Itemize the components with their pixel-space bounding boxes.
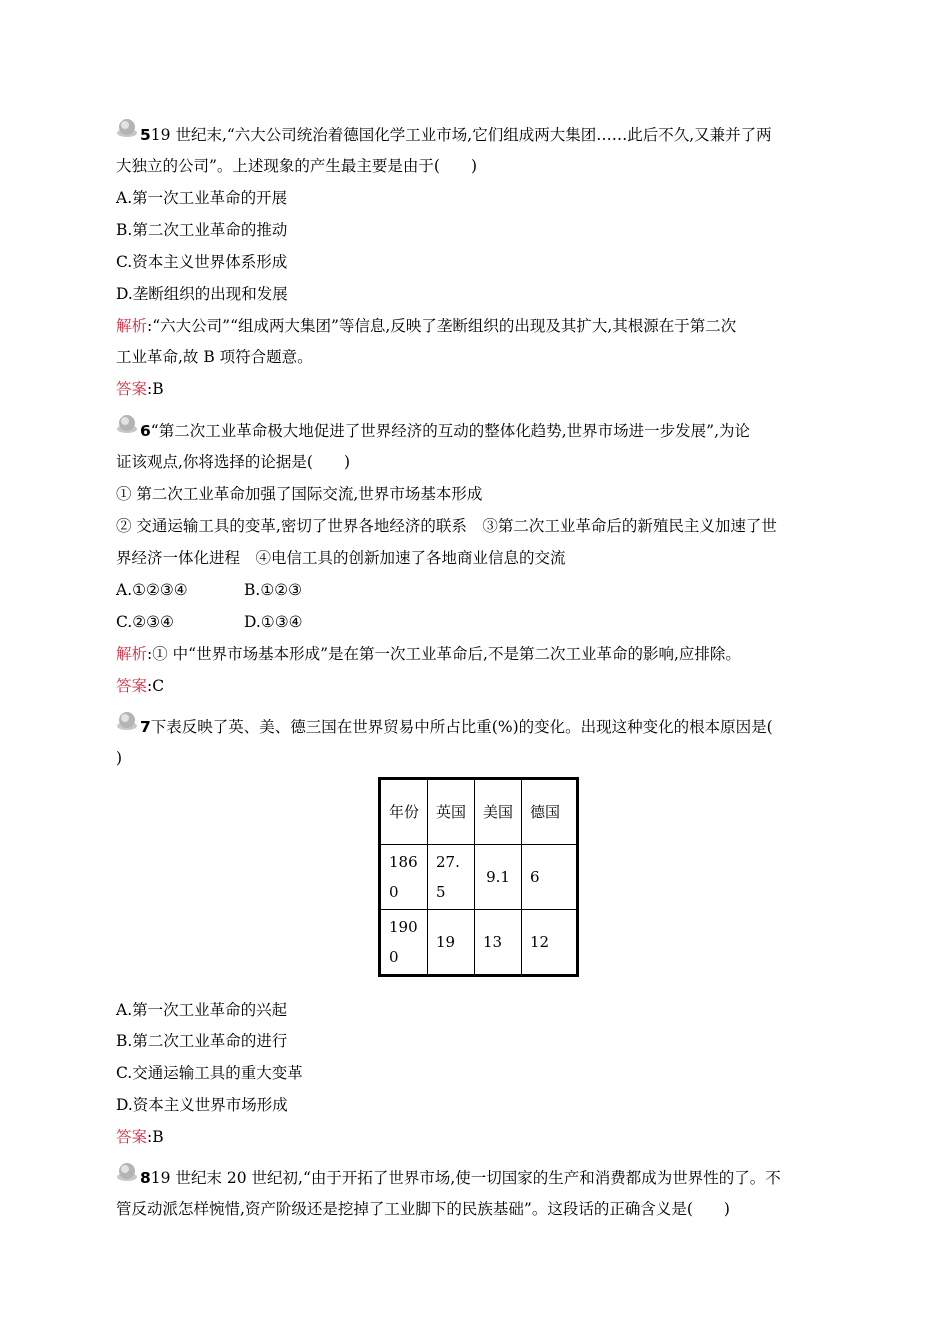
question-stem-line: 管反动派怎样惋惜,资产阶级还是挖掉了工业脚下的民族基础”。这段话的正确含义是( )	[116, 1200, 730, 1218]
question-bullet-icon	[116, 117, 138, 139]
question-stem-line: 519 世纪末,“六大公司统治着德国化学工业市场,它们组成两大集团……此后不久,又兼并了两	[140, 126, 772, 144]
question-number: 8	[140, 1169, 151, 1187]
question-stem-line: )	[116, 749, 123, 767]
analysis-line: 解析:① 中“世界市场基本形成”是在第一次工业革命后,不是第二次工业革命的影响,应排除。	[116, 645, 741, 663]
question-stem-line: 6“第二次工业革命极大地促进了世界经济的互动的整体化趋势,世界市场进一步发展”,为论	[140, 422, 751, 440]
question-stem-line: 7下表反映了英、美、德三国在世界贸易中所占比重(%)的变化。出现这种变化的根本原因是(	[140, 718, 773, 736]
table-row	[380, 910, 578, 976]
option-b: B.第二次工业革命的进行	[116, 1032, 288, 1050]
analysis-line: 工业革命,故 B 项符合题意。	[116, 348, 313, 366]
trade-share-table	[378, 777, 579, 977]
table-header-cell: 美国	[475, 779, 522, 845]
analysis-label: 解析	[116, 317, 148, 335]
option-d: D.①③④	[244, 613, 303, 631]
option-d: D.资本主义世界市场形成	[116, 1096, 288, 1114]
question-stem-line: ② 交通运输工具的变革,密切了世界各地经济的联系 ③第二次工业革命后的新殖民主义加速了世	[116, 517, 777, 535]
answer-label: 答案	[116, 1128, 148, 1146]
table-cell: 9.1	[475, 845, 522, 910]
question-stem-line: ① 第二次工业革命加强了国际交流,世界市场基本形成	[116, 485, 483, 503]
option-b: B.第二次工业革命的推动	[116, 221, 288, 239]
analysis-label: 解析	[116, 645, 148, 663]
option-d: D.垄断组织的出现和发展	[116, 285, 288, 303]
answer-line: 答案:B	[116, 1128, 164, 1146]
table-cell: 1900	[380, 910, 428, 976]
question-bullet-icon	[116, 1161, 138, 1183]
table-cell: 13	[475, 910, 522, 976]
question-stem-line: 界经济一体化进程 ④电信工具的创新加速了各地商业信息的交流	[116, 549, 566, 567]
table-header-cell: 英国	[428, 779, 475, 845]
option-a: A.第一次工业革命的兴起	[116, 1001, 288, 1019]
option-c: C.资本主义世界体系形成	[116, 253, 288, 271]
question-stem-line: 819 世纪末 20 世纪初,“由于开拓了世界市场,使一切国家的生产和消费都成为世界性的了。不	[140, 1169, 781, 1187]
question-bullet-icon	[116, 413, 138, 435]
question-number: 7	[140, 718, 151, 736]
answer-line: 答案:B	[116, 380, 164, 398]
question-stem-line: 证该观点,你将选择的论据是( )	[116, 453, 351, 471]
question-number: 6	[140, 422, 151, 440]
question-stem-line: 大独立的公司”。上述现象的产生最主要是由于( )	[116, 157, 478, 175]
table-header-cell: 德国	[522, 779, 578, 845]
option-a: A.①②③④	[116, 581, 188, 599]
question-bullet-icon	[116, 710, 138, 732]
table-cell: 1860	[380, 845, 428, 910]
option-c: C.②③④	[116, 613, 174, 631]
answer-label: 答案	[116, 380, 148, 398]
table-cell: 19	[428, 910, 475, 976]
table-row	[380, 845, 578, 910]
option-b: B.①②③	[244, 581, 303, 599]
table-header-cell: 年份	[380, 779, 428, 845]
answer-line: 答案:C	[116, 677, 165, 695]
answer-label: 答案	[116, 677, 148, 695]
option-c: C.交通运输工具的重大变革	[116, 1064, 303, 1082]
option-a: A.第一次工业革命的开展	[116, 189, 288, 207]
question-number: 5	[140, 126, 151, 144]
table-header-row	[380, 779, 578, 845]
analysis-line: 解析:“六大公司”“组成两大集团”等信息,反映了垄断组织的出现及其扩大,其根源在于第二次	[116, 317, 737, 335]
table-cell: 27.5	[428, 845, 475, 910]
table-cell: 6	[522, 845, 578, 910]
table-cell: 12	[522, 910, 578, 976]
